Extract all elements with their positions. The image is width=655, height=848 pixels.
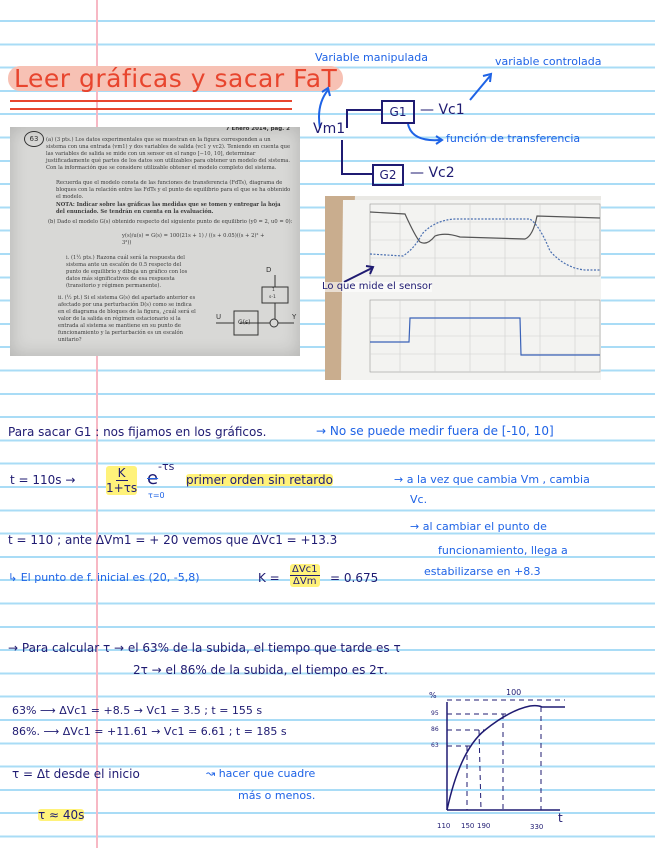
note-change-1: → al cambiar el punto de [410,520,547,533]
note-tau-def: τ = Δt desde el inicio [12,767,140,781]
block-u: U [216,313,222,321]
sketch-xtick-150: 150 [461,822,475,830]
disturbance-block-diagram [210,267,300,337]
sketch-ylabel: % [429,691,437,700]
note-t110: t = 110s → [10,473,76,487]
block-den: s-1 [269,295,276,300]
sketch-xtick-330: 330 [530,823,544,831]
note-range: → No se puede medir fuera de [-10, 10] [316,424,554,438]
block-num: 1 [272,288,275,293]
first-order-fraction [106,466,137,495]
note-delta: t = 110 ; ante ΔVm1 = + 20 vemos que ΔVc1 = +13.3 [8,533,338,547]
exam-nota: NOTA: Indicar sobre las gráficas las medidas que se tomen y entregar la hoja del enunciado. Se tendrán en cuenta en la evaluación. [56,202,281,215]
fraction-numerator: K [117,466,126,480]
block-g2: G2 [372,164,404,186]
block-g1: G1 [381,100,415,124]
sketch-ytick-63: 63 [431,742,439,749]
output-vc2: — Vc2 [410,165,455,181]
block-g: G(s) [238,319,251,326]
sketch-xtick-190: 190 [477,822,491,830]
exam-item-i: i. (1½ pts.) Razona cuál será la respuesta del sistema ante un escalón de 0.5 respecto del punto de equilibrio y dibuja un gráfico con los datos más significativos de esa respuesta (transitorio y régimen permanente). [66,255,188,289]
sketch-ytick-86: 86 [431,726,439,733]
exam-item-ii: ii. (½ pt.) Si el sistema G(s) del apartado anterior es afectado por una perturbación D(s) como se indica en el diagrama de bloques de la figura, ¿cuál será el valor de la salida en régimen estacionario si la entrada al sistema se mantiene en su punto de funcionamiento y la perturbación es un escalón unitario? [58,295,196,343]
block-d: D [266,266,272,274]
note-fit: ↝ hacer que cuadre [206,767,316,780]
step-response-sketch [420,690,580,830]
sketch-xlabel: t [558,811,563,825]
note-change-3: estabilizarse en +8.3 [424,565,541,578]
note-simultaneous: → a la vez que cambia Vm , cambia [394,473,590,486]
gain-fraction [290,564,320,587]
note-vc: Vc. [410,493,428,506]
sketch-ytick-100: 100 [506,688,522,697]
tau-result: τ ≈ 40s [38,808,85,822]
note-tau-63: → Para calcular τ → el 63% de la subida, el tiempo que tarde es τ [8,641,401,655]
delay-exponent: -τs [158,460,175,473]
sensor-note: Lo que mide el sensor [322,281,433,292]
output-vc1: — Vc1 [420,102,465,118]
exam-para-a2: Recuerda que el modelo consta de las funciones de transferencia (FdTs), diagrama de bloques con la relación entre las FdTs y el punto de equilibrio para el que se ha obtenido el modelo. [56,180,291,200]
delay-exponential: e [147,468,159,489]
first-order-label: primer orden sin retardo [186,473,333,487]
note-63-calc: 63% ⟶ ΔVc1 = +8.5 → Vc1 = 3.5 ; t = 155 s [12,704,263,717]
title-underline [10,100,292,102]
note-initial-point: ↳ El punto de f. inicial es (20, -5,8) [8,571,200,584]
gain-k-label: K = [258,571,280,585]
tau-zero: τ=0 [148,491,165,500]
block-y: Y [292,313,297,321]
controlled-variable-label: variable controlada [495,55,602,68]
note-tau-86: 2τ → el 86% de la subida, el tiempo es 2τ. [133,663,388,677]
gain-value: = 0.675 [330,571,379,585]
note-line-1: Para sacar G1 : nos fijamos en los gráficos. [8,425,267,439]
exam-formula: y(s)/u(s) = G(s) = 100(21s + 1) / ((s + 0.05)((s + 2)² + 3²)) [122,233,265,246]
page-title: Leer gráficas y sacar FaT [8,66,343,91]
title-underline [10,108,292,110]
exam-para-a: (a) (3 pts.) Los datos experimentales que se muestran en la figura corresponden a un sistema con una entrada (vm1) y dos variables de salida (vc1 y vc2). Teniendo en cuenta que las variables de salida se mide con un sensor en el rango [−10, 10], determinar justificadamente qué partes de los datos son utilizables para obtener un modelo del sistema. Con la información que se considere utilizable obtener el modelo completo del sistema. [46,137,291,171]
block-diagram-lines [300,60,630,200]
exam-photo [10,127,300,356]
exam-header: 7 Enero 2014, pág. 2 [225,127,290,132]
note-approx: más o menos. [238,789,316,802]
fraction-denominator: 1+τs [106,481,138,495]
gain-numerator: ΔVc1 [292,564,318,575]
exam-para-b: (b) Dado el modelo G(s) obtenido respecto del siguiente punto de equilibrio (y0 = 2, u0 = 0): [48,219,293,225]
manipulated-variable-label: Variable manipulada [315,51,428,64]
note-change-2: funcionamiento, llega a [438,544,568,557]
sketch-ytick-95: 95 [431,710,439,717]
exercise-number: 63 [24,131,44,147]
note-86-calc: 86%. ⟶ ΔVc1 = +11.61 → Vc1 = 6.61 ; t = 185 s [12,725,287,738]
input-vm1: Vm1 [313,121,346,137]
transfer-function-label: función de transferencia [446,132,581,145]
gain-denominator: ΔVm [293,576,317,587]
sketch-xtick-110: 110 [437,822,451,830]
